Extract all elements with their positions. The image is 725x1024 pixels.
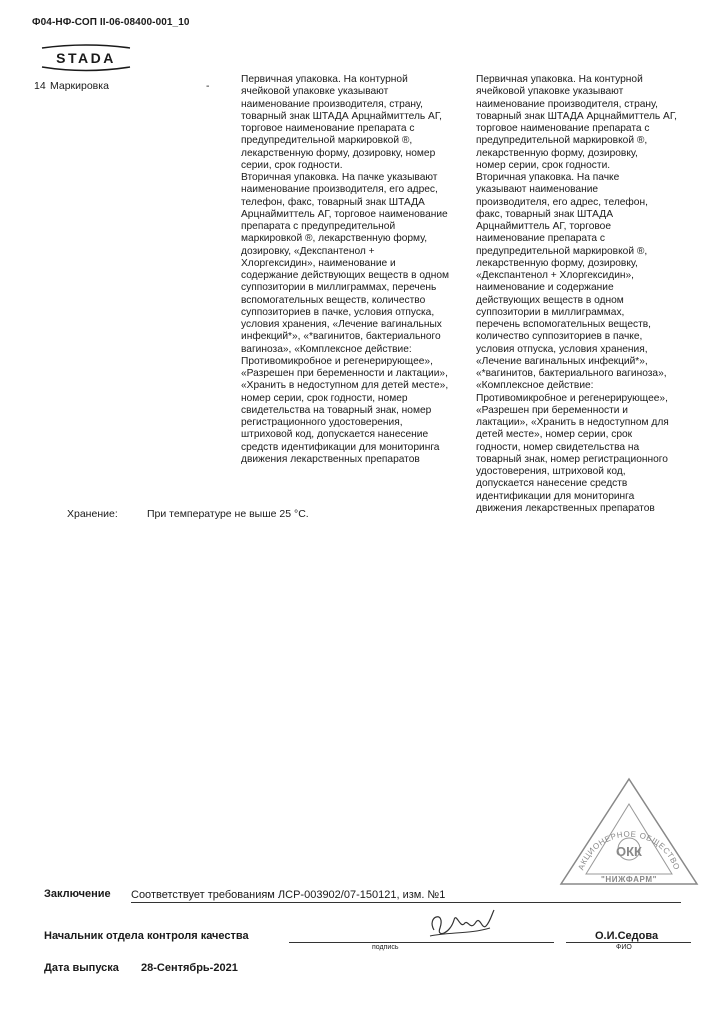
name-line <box>566 942 691 943</box>
seal-center-text: ОКК <box>616 844 642 859</box>
conclusion-label: Заключение <box>44 888 111 900</box>
signer-name: О.И.Седова <box>595 930 659 942</box>
logo-text: STADA <box>56 50 116 66</box>
signature-line <box>289 942 554 943</box>
issue-date-label: Дата выпуска <box>44 962 119 974</box>
stada-logo <box>36 44 136 76</box>
storage-value: При температуре не выше 25 °С. <box>147 508 309 520</box>
conclusion-underline <box>131 902 681 903</box>
signature-caption: подпись <box>372 944 399 951</box>
handwritten-signature <box>420 906 500 946</box>
conclusion-value: Соответствует требованиям ЛСР-003902/07-150121, изм. №1 <box>131 889 446 901</box>
section-number: 14 <box>34 80 46 92</box>
head-of-qc-label: Начальник отдела контроля качества <box>44 930 249 942</box>
document-code: Ф04-НФ-СОП II-06-08400-001_10 <box>32 17 190 28</box>
labeling-text-revised: Первичная упаковка. На контурной ячейковой упаковке указывают наименование производителя, страну, товарный знак ШТАДА Арцнаймиттель АГ, торговое наименование препарата с предупредительной маркировкой ®, лекарственную форму, дозировку, номер серии, срок годности. Вторичная упаковка. На пачке указывают наименование производителя, его адрес, телефон, факс, товарный знак ШТАДА Арцнаймиттель АГ, торговое наименование препарата с предупредительной маркировкой ®, лекарственную форму, дозировку, «Декспантенол + Хлоргексидин», наименование и содержание действующих веществ в одном суппозитории в миллиграммах, перечень вспомогательных веществ, количество суппозиториев в пачке, условия отпуска, условия хранения, «Лечение вагинальных инфекций*», «*вагинитов, бактериального вагиноза», «Комплексное действие: Противомикробное и регенерирующее», «Разрешен при беременности и лактации», «Хранить в недоступном для детей месте», номер серии, срок годности, номер свидетельства на товарный знак, номер регистрационного удостоверения, штриховой код, допускается нанесение средств идентификации для мониторинга движения лекарственных препаратов <box>476 74 677 514</box>
section-dash: - <box>206 80 210 92</box>
seal-bottom-text: "НИЖФАРМ" <box>600 875 658 884</box>
section-title: Маркировка <box>50 80 109 92</box>
issue-date-value: 28-Сентябрь-2021 <box>141 962 238 974</box>
company-seal <box>558 776 700 888</box>
name-caption: ФИО <box>616 944 632 951</box>
labeling-text-original: Первичная упаковка. На контурной ячейковой упаковке указывают наименование производителя, страну, товарный знак ШТАДА Арцнаймиттель АГ, торговое наименование препарата с предупредительной маркировкой ®, лекарственную форму, дозировку, номер серии, срок годности. Вторичная упаковка. На пачке указывают наименование производителя, его адрес, телефон, факс, товарный знак ШТАДА Арцнаймиттель АГ, торговое наименование препарата с предупредительной маркировкой ®, лекарственную форму, дозировку, «Декспантенол + Хлоргексидин», наименование и содержание действующих веществ в одном суппозитории в миллиграммах, перечень вспомогательных веществ, количество суппозиториев в пачке, условия отпуска, условия хранения, «Лечение вагинальных инфекций*», «*вагинитов, бактериального вагиноза», «Комплексное действие: Противомикробное и регенерирующее», «Разрешен при беременности и лактации», «Хранить в недоступном для детей месте», номер серии, срок годности, номер свидетельства на товарный знак, номер регистрационного удостоверения, штриховой код, допускается нанесение средств идентификации для мониторинга движения лекарственных препаратов <box>241 74 450 465</box>
storage-label: Хранение: <box>67 508 118 520</box>
seal-top-text: АКЦИОНЕРНОЕ ОБЩЕСТВО <box>576 829 682 872</box>
